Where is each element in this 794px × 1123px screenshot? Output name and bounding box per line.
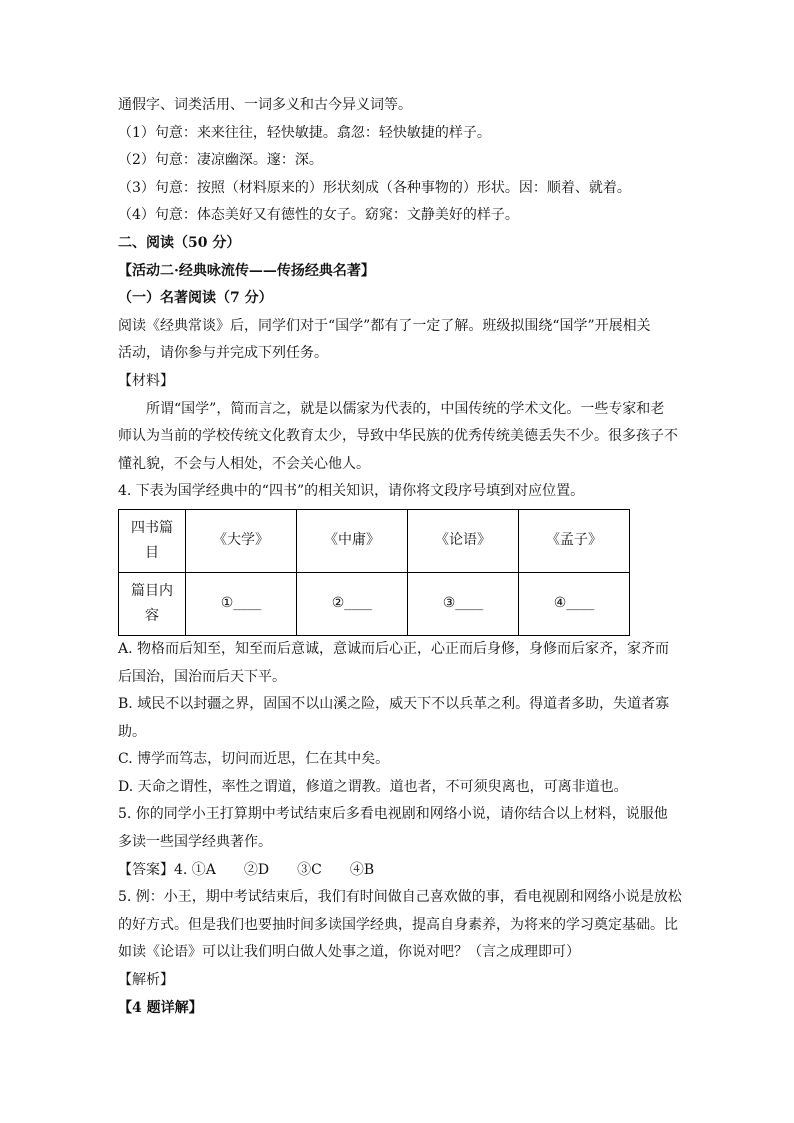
answer-line: 【答案】4. ①A ②D ③C ④B <box>118 861 375 878</box>
answer-5-cont: 如读《论语》可以让我们明白做人处事之道，你说对吧？（言之成理即可） <box>118 944 580 961</box>
material-line: 懂礼貌，不会与人相处，不会关心他人。 <box>118 455 370 472</box>
detail-label: 【4 题详解】 <box>118 999 203 1016</box>
row-header-text: 四书篇 <box>131 519 173 536</box>
option-b: B. 域民不以封疆之界，固国不以山溪之险，威天下不以兵革之利。得道者多助，失道者寡 <box>118 696 670 713</box>
row-header-text: 容 <box>145 607 159 624</box>
material-label: 【材料】 <box>118 372 174 389</box>
task-line: 活动，请你参与并完成下列任务。 <box>118 345 328 362</box>
section-heading: 二、阅读（50 分） <box>118 234 241 251</box>
book-cell: 《孟子》 <box>519 509 630 572</box>
intro-line: 通假字、词类活用、一词多义和古今异义词等。 <box>118 97 412 113</box>
row-header-text: 篇目内 <box>131 582 173 599</box>
option-a: A. 物格而后知至，知至而后意诚，意诚而后心正，心正而后身修，身修而后家齐，家齐而 <box>118 640 670 657</box>
material-line: 师认为当前的学校传统文化教育太少，导致中华民族的优秀传统美德丢失不少。很多孩子不 <box>118 428 678 445</box>
task-line: 阅读《经典常谈》后，同学们对于“国学”都有了一定了解。班级拟围绕“国学”开展相关 <box>118 317 651 334</box>
option-b-cont: 助。 <box>118 723 146 740</box>
blank-cell: ①____ <box>186 572 297 635</box>
intro-line: （4）句意：体态美好又有德性的女子。窈窕：文静美好的样子。 <box>118 207 519 224</box>
answer-5-cont: 的好方式。但是我们也要抽时间多读国学经典，提高自身素养，为将来的学习奠定基础。比 <box>118 916 678 933</box>
question-5: 5. 你的同学小王打算期中考试结束后多看电视剧和网络小说，请你结合以上材料，说服他 <box>118 806 668 823</box>
answer-5: 5. 例：小王，期中考试结束后，我们有时间做自己喜欢做的事，看电视剧和网络小说是放松 <box>118 889 682 906</box>
option-d: D. 天命之谓性，率性之谓道，修道之谓教。道也者，不可须臾离也，可离非道也。 <box>118 778 628 795</box>
row-header-text: 目 <box>145 544 159 561</box>
activity-heading: 【活动二·经典咏流传——传扬经典名著】 <box>118 262 375 279</box>
intro-line: （1）句意：来来往往，轻快敏捷。翕忽：轻快敏捷的样子。 <box>118 124 491 141</box>
document-page <box>118 92 682 1022</box>
table-row <box>119 509 630 572</box>
blank-cell: ④____ <box>519 572 630 635</box>
option-c: C. 博学而笃志，切问而近思，仁在其中矣。 <box>118 751 390 768</box>
table-row <box>119 572 630 635</box>
blank-cell: ②____ <box>297 572 408 635</box>
row-header-content <box>119 572 186 635</box>
option-a-cont: 后国治，国治而后天下平。 <box>118 668 286 685</box>
row-header-books <box>119 509 186 572</box>
intro-line: （2）句意：凄凉幽深。邃：深。 <box>118 152 323 169</box>
intro-line: （3）句意：按照（材料原来的）形状刻成（各种事物的）形状。因：顺着、就着。 <box>118 179 631 196</box>
analysis-label: 【解析】 <box>118 972 174 989</box>
book-cell: 《大学》 <box>186 509 297 572</box>
question-5-cont: 多读一些国学经典著作。 <box>118 834 272 851</box>
four-books-table <box>118 509 630 636</box>
question-4: 4. 下表为国学经典中的“四书”的相关知识，请你将文段序号填到对应位置。 <box>118 483 585 500</box>
book-cell: 《论语》 <box>408 509 519 572</box>
subsection-heading: （一）名著阅读（7 分） <box>118 290 273 307</box>
material-line: 所谓“国学”，简而言之，就是以儒家为代表的，中国传统的学术文化。一些专家和老 <box>146 400 665 417</box>
book-cell: 《中庸》 <box>297 509 408 572</box>
blank-cell: ③____ <box>408 572 519 635</box>
